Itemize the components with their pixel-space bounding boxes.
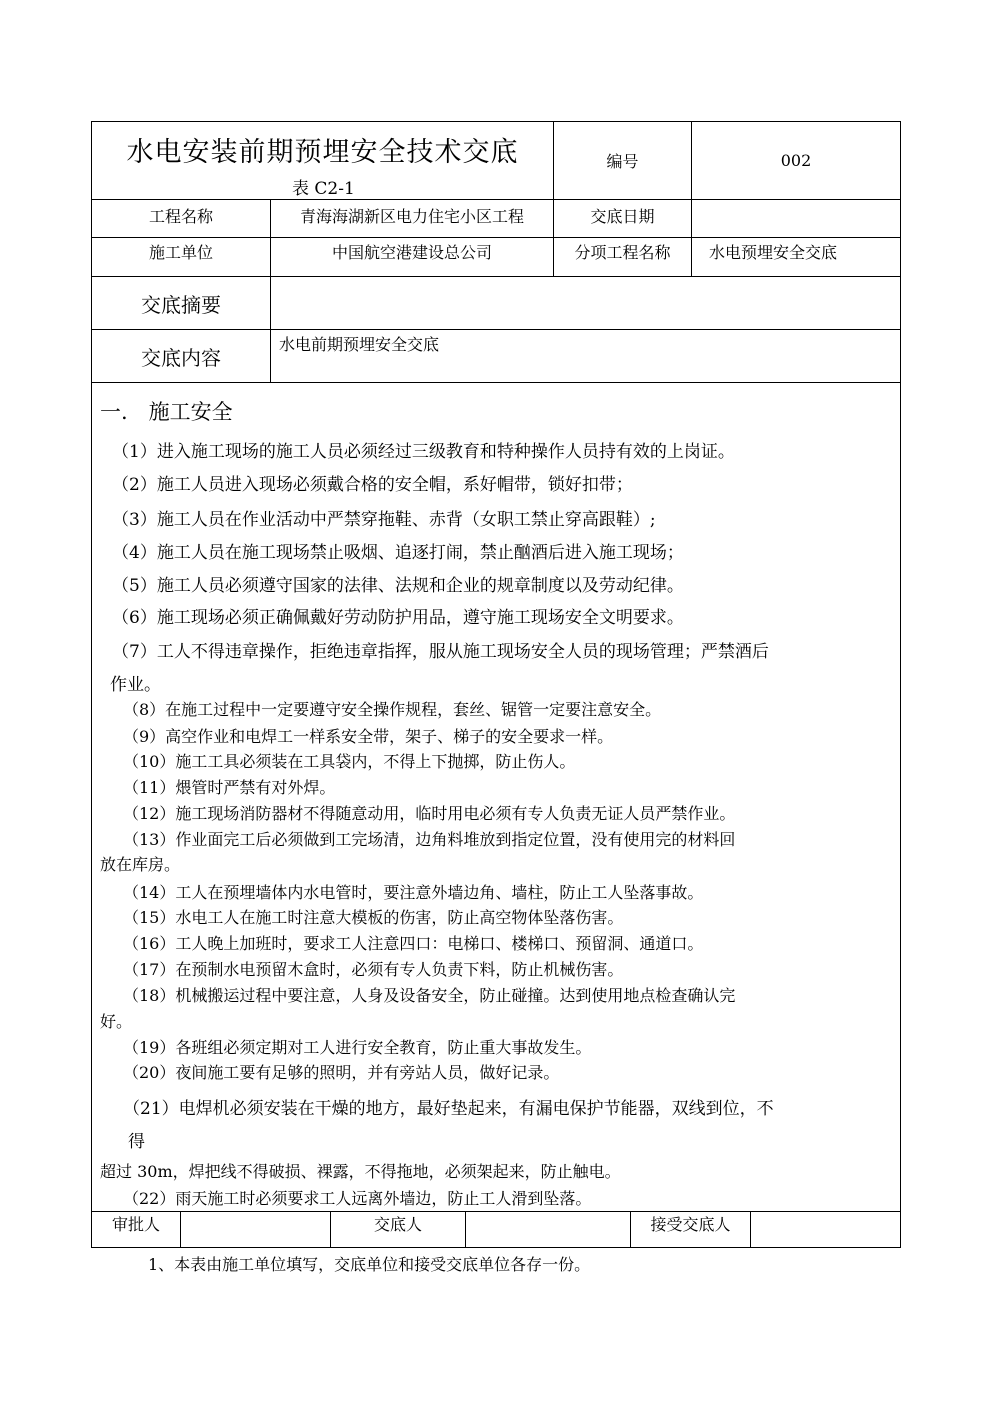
list-item: （14）工人在预埋墙体内水电管时，要注意外墙边角、墙柱，防止工人坠落事故。 — [123, 883, 704, 902]
list-item: 放在库房。 — [100, 855, 181, 874]
sub-project-label: 分项工程名称 — [574, 242, 671, 262]
list-item: 得 — [128, 1132, 145, 1152]
list-item: （15）水电工人在施工时注意大模板的伤害，防止高空物体坠落伤害。 — [123, 908, 624, 927]
list-item: （6）施工现场必须正确佩戴好劳动防护用品，遵守施工现场安全文明要求。 — [112, 608, 684, 628]
project-name-label: 工程名称 — [148, 206, 213, 226]
footnote: 1、本表由施工单位填写，交底单位和接受交底单位各存一份。 — [148, 1255, 591, 1274]
list-item: （19）各班组必须定期对工人进行安全教育，防止重大事故发生。 — [123, 1038, 592, 1057]
list-item: （10）施工工具必须装在工具袋内，不得上下抛掷，防止伤人。 — [123, 752, 576, 771]
number-value[interactable]: 002 — [780, 151, 812, 170]
date-label: 交底日期 — [590, 206, 655, 226]
list-item: （11）煨管时严禁有对外焊。 — [123, 778, 336, 797]
content-label: 交底内容 — [141, 345, 221, 370]
approver-label: 审批人 — [111, 1214, 160, 1234]
list-item: （12）施工现场消防器材不得随意动用，临时用电必须有专人负责无证人员严禁作业。 — [123, 804, 736, 823]
list-item: （2）施工人员进入现场必须戴合格的安全帽，系好帽带，锁好扣带； — [112, 475, 633, 495]
list-item: （18）机械搬运过程中要注意，人身及设备安全，防止碰撞。达到使用地点检查确认完 — [123, 986, 736, 1005]
list-item: 超过 30m，焊把线不得破损、裸露，不得拖地，必须架起来，防止触电。 — [100, 1162, 621, 1181]
form-code: 表 C2-1 — [292, 179, 355, 199]
number-label: 编号 — [606, 152, 639, 171]
list-item: （21）电焊机必须安装在干燥的地方，最好垫起来，有漏电保护节能器，双线到位，不 — [123, 1099, 774, 1119]
list-item: 好。 — [100, 1012, 133, 1031]
content-value[interactable]: 水电前期预埋安全交底 — [279, 335, 440, 354]
project-name-value[interactable]: 青海海湖新区电力住宅小区工程 — [299, 206, 524, 226]
unit-value[interactable]: 中国航空港建设总公司 — [331, 242, 492, 262]
list-item: （1）进入施工现场的施工人员必须经过三级教育和特种操作人员持有效的上岗证。 — [112, 442, 735, 462]
summary-label: 交底摘要 — [141, 292, 221, 317]
list-item: （8）在施工过程中一定要遵守安全操作规程，套丝、锯管一定要注意安全。 — [123, 700, 662, 719]
presenter-label: 交底人 — [373, 1214, 422, 1234]
presenter-value[interactable] — [466, 1212, 630, 1247]
list-item: （3）施工人员在作业活动中严禁穿拖鞋、赤背（女职工禁止穿高跟鞋）; — [112, 510, 656, 530]
sub-project-value[interactable]: 水电预埋安全交底 — [709, 242, 838, 262]
document-title: 水电安装前期预埋安全技术交底 — [126, 137, 519, 168]
list-item: （4）施工人员在施工现场禁止吸烟、追逐打闹，禁止酗酒后进入施工现场； — [112, 543, 684, 563]
list-item: （5）施工人员必须遵守国家的法律、法规和企业的规章制度以及劳动纪律。 — [112, 576, 684, 596]
receiver-value[interactable] — [751, 1212, 900, 1247]
table-border-bottom — [91, 1247, 901, 1248]
list-item: （9）高空作业和电焊工一样系安全带，架子、梯子的安全要求一样。 — [123, 727, 614, 746]
list-item: （16）工人晚上加班时，要求工人注意四口：电梯口、楼梯口、预留洞、通道口。 — [123, 934, 704, 953]
list-item: （7）工人不得违章操作，拒绝违章指挥，服从施工现场安全人员的现场管理；严禁酒后 — [112, 642, 769, 662]
section-heading: 一. 施工安全 — [100, 400, 233, 424]
list-item: （20）夜间施工要有足够的照明，并有旁站人员，做好记录。 — [123, 1063, 560, 1082]
list-item: 作业。 — [110, 675, 161, 695]
list-item: （22）雨天施工时必须要求工人远离外墙边，防止工人滑到坠落。 — [123, 1189, 592, 1208]
list-item: （17）在预制水电预留木盒时，必须有专人负责下料，防止机械伤害。 — [123, 960, 624, 979]
receiver-label: 接受交底人 — [650, 1214, 731, 1234]
list-item: （13）作业面完工后必须做到工完场清，边角料堆放到指定位置，没有使用完的材料回 — [123, 830, 736, 849]
unit-label: 施工单位 — [148, 242, 213, 262]
approver-value[interactable] — [181, 1212, 330, 1247]
